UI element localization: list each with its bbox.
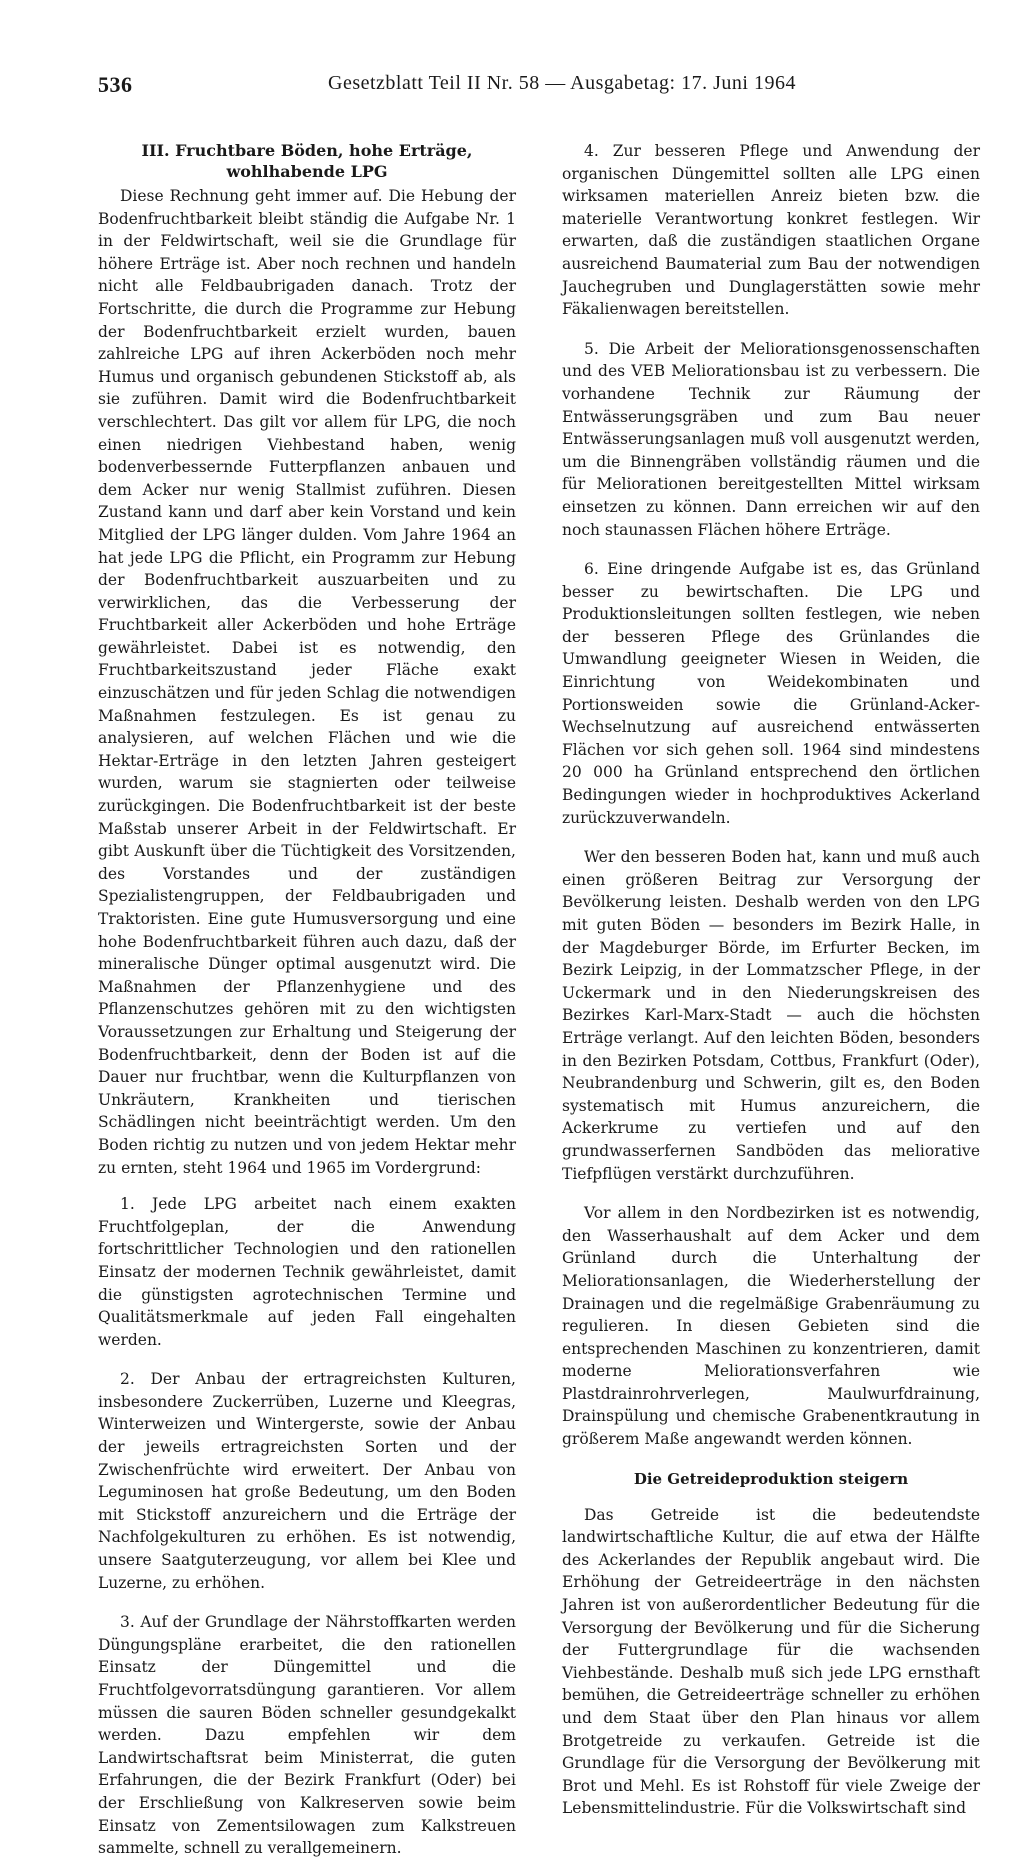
left-column <box>98 140 516 1860</box>
paragraph-boden: Wer den besseren Boden hat, kann und muß auch einen größeren Beitrag zur Versorgung der Bevölkerung leisten. Deshalb werden von den LPG mit guten Böden — besonders im Bezirk Halle, in der Magdeburger Börde, im Erfurter Becken, im Bezirk Leipzig, in der Lommatzscher Pflege, in der Uckermark und in den Niederungskreisen des Bezirkes Karl-Marx-Stadt — auch die höchsten Erträge verlangt. Auf den leichten Böden, besonders in den Bezirken Potsdam, Cottbus, Frankfurt (Oder), Neubrandenburg und Schwerin, gilt es, den Boden systematisch mit Humus anzureichern, die Ackerkrume zu vertiefen und auf den grundwasserfernen Sandböden das meliorative Tiefpflügen verstärkt durchzuführen. <box>562 848 980 1183</box>
list-item-1: 1. Jede LPG arbeitet nach einem exakten Fruchtfolgeplan, der die Anwendung fortschrittlicher Technologien und den rationellen Einsatz der modernen Technik gewährleistet, damit die günstigsten agrotechnischen Termine und Qualitätsmerkmale auf jeden Fall eingehalten werden. <box>98 1195 516 1349</box>
list-item-2: 2. Der Anbau der ertragreichsten Kulturen, insbesondere Zuckerrüben, Luzerne und Kleegras, Winterweizen und Wintergerste, sowie der Anbau der jeweils ertragreichsten Sorten und der Zwischenfrüchte wird erweitert. Der Anbau von Leguminosen hat große Bedeutung, um den Boden mit Stickstoff anzureichern und die Erträge der Nachfolgekulturen zu erhöhen. Es ist notwendig, unsere Saatguterzeugung, vor allem bei Klee und Luzerne, zu erhöhen. <box>98 1370 516 1592</box>
intro-paragraph: Diese Rechnung geht immer auf. Die Hebung der Bodenfruchtbarkeit bleibt ständig die Aufgabe Nr. 1 in der Feldwirtschaft, weil sie die Grundlage für höhere Erträge ist. Aber noch rechnen und handeln nicht alle Feldbaubrigaden danach. Trotz der Fortschritte, die durch die Programme zur Hebung der Bodenfruchtbarkeit erzielt wurden, bauen zahlreiche LPG auf ihren Ackerböden noch mehr Humus und organisch gebundenen Stickstoff ab, als sie zuführen. Damit wird die Bodenfruchtbarkeit verschlechtert. Das gilt vor allem für LPG, die noch einen niedrigen Viehbestand haben, wenig bodenverbessernde Futterpflanzen anbauen und dem Acker nur wenig Stallmist zuführen. Diesen Zustand kann und darf aber kein Vorstand und kein Mitglied der LPG länger dulden. Vom Jahre 1964 an hat jede LPG die Pflicht, ein Programm zur Hebung der Bodenfruchtbarkeit auszuarbeiten und zu verwirklichen, das die Verbesserung der Fruchtbarkeit aller Ackerböden und hohe Erträge gewährleistet. Dabei ist es notwendig, den Fruchtbarkeitszustand jeder Fläche exakt einzuschätzen und für jeden Schlag die notwendigen Maßnahmen festzulegen. Es ist genau zu analysieren, auf welchen Flächen und wie die Hektar-Erträge in den letzten Jahren gesteigert wurden, warum sie stagnierten oder teilweise zurückgingen. Die Bodenfruchtbarkeit ist der beste Maßstab unserer Arbeit in der Feldwirtschaft. Er gibt Auskunft über die Tüchtigkeit des Vorsitzenden, des Vorstandes und der zuständigen Spezialistengruppen, der Feldbaubrigaden und Traktoristen. Eine gute Humusversorgung und eine hohe Bodenfruchtbarkeit führen auch dazu, daß der mineralische Dünger optimal ausgenutzt wird. Die Maßnahmen der Pflanzenhygiene und des Pflanzenschutzes gehören mit zu den wichtigsten Voraussetzungen zur Erhaltung und Steigerung der Bodenfruchtbarkeit, denn der Boden ist auf die Dauer nur fruchtbar, wenn die Kulturpflanzen von Unkräutern, Krankheiten und tierischen Schädlingen nicht beeinträchtigt werden. Um den Boden richtig zu nutzen und von jedem Hektar mehr zu ernten, steht 1964 und 1965 im Vordergrund: <box>98 187 516 1177</box>
list-item-4: 4. Zur besseren Pflege und Anwendung der organischen Düngemittel sollten alle LPG einen wirksamen materiellen Anreiz bieten bzw. die materielle Verantwortung konkret festlegen. Wir erwarten, daß die zuständigen staatlichen Organe ausreichend Baumaterial zum Bau der notwendigen Jauchegruben und Dunglagerstätten sowie mehr Fäkalienwagen bereitstellen. <box>562 142 980 319</box>
paragraph-getreide: Das Getreide ist die bedeutendste landwirtschaftliche Kultur, die auf etwa der Hälfte des Ackerlandes der Republik angebaut wird. Die Erhöhung der Getreideerträge in den nächsten Jahren ist von außerordentlicher Bedeutung für die Versorgung der Bevölkerung und für die Sicherung der Futtergrundlage für die wachsenden Viehbestände. Deshalb muß sich jede LPG ernsthaft bemühen, die Getreideerträge schneller zu erhöhen und dem Staat über den Plan hinaus vor allem Brotgetreide zu verkaufen. Getreide ist die Grundlage für die Versorgung der Bevölkerung mit Brot und Mehl. Es ist Rohstoff für viele Zweige der Lebensmittelindustrie. Für die Volkswirtschaft sind <box>562 1505 980 1818</box>
paragraph-nordbezirke: Vor allem in den Nordbezirken ist es notwendig, den Wasserhaushalt auf dem Acker und dem Grünland durch die Unterhaltung der Meliorationsanlagen, die Wiederherstellung der Drainagen und die regelmäßige Grabenräumung zu regulieren. In diesen Gebieten sind die entsprechenden Maschinen zu konzentrieren, damit moderne Meliorationsverfahren wie Plastdrainrohrverlegen, Maulwurfdrainung, Drainspülung und chemische Grabenentkrautung in größerem Maße angewandt werden können. <box>562 1204 980 1449</box>
subheading-getreide: Die Getreideproduktion steigern <box>633 1469 909 1488</box>
header-title: Gesetzblatt Teil II Nr. 58 — Ausgabetag: 17. Juni 1964 <box>328 72 796 94</box>
list-item-6: 6. Eine dringende Aufgabe ist es, das Grünland besser zu bewirtschaften. Die LPG und Produktionsleitungen sollten festlegen, wie neben der besseren Pflege des Grünlandes die Umwandlung geeigneter Wiesen in Weiden, die Einrichtung von Weidekombinaten und Portionsweiden sowie die Grünland-Acker-Wechselnutzung auf ausreichend entwässerten Flächen vor sich gehen soll. 1964 sind mindestens 20 000 ha Grünland entsprechend den örtlichen Bedingungen wieder in hochproduktives Ackerland zurückzuverwandeln. <box>562 560 980 827</box>
section-heading: III. Fruchtbare Böden, hohe Erträge, wohlhabende LPG <box>141 141 473 181</box>
list-item-3: 3. Auf der Grundlage der Nährstoffkarten werden Düngungspläne erarbeitet, die den rationellen Einsatz der Düngemittel und die Fruchtfolgevorratsdüngung garantieren. Vor allem müssen die sauren Böden schneller gesundgekalkt werden. Dazu empfehlen wir dem Landwirtschaftsrat beim Ministerrat, die guten Erfahrungen, die der Bezirk Frankfurt (Oder) bei der Erschließung von Kalkreserven sowie beim Einsatz von Zementsilowagen zum Kalkstreuen sammelte, schnell zu verallgemeinern. <box>98 1613 516 1858</box>
page-header <box>96 72 976 106</box>
right-column <box>562 140 980 1820</box>
list-item-5: 5. Die Arbeit der Meliorationsgenossenschaften und des VEB Meliorationsbau ist zu verbessern. Die vorhandene Technik zur Räumung der Entwässerungsgräben und zum Bau neuer Entwässerungsanlagen muß voll ausgenutzt werden, um die Binnengräben vollständig räumen und die für Meliorationen bereitgestellten Mittel wirksam einsetzen zu können. Dann erreichen wir auf den noch staunassen Flächen höhere Erträge. <box>562 339 980 539</box>
page-number: 536 <box>98 72 133 97</box>
